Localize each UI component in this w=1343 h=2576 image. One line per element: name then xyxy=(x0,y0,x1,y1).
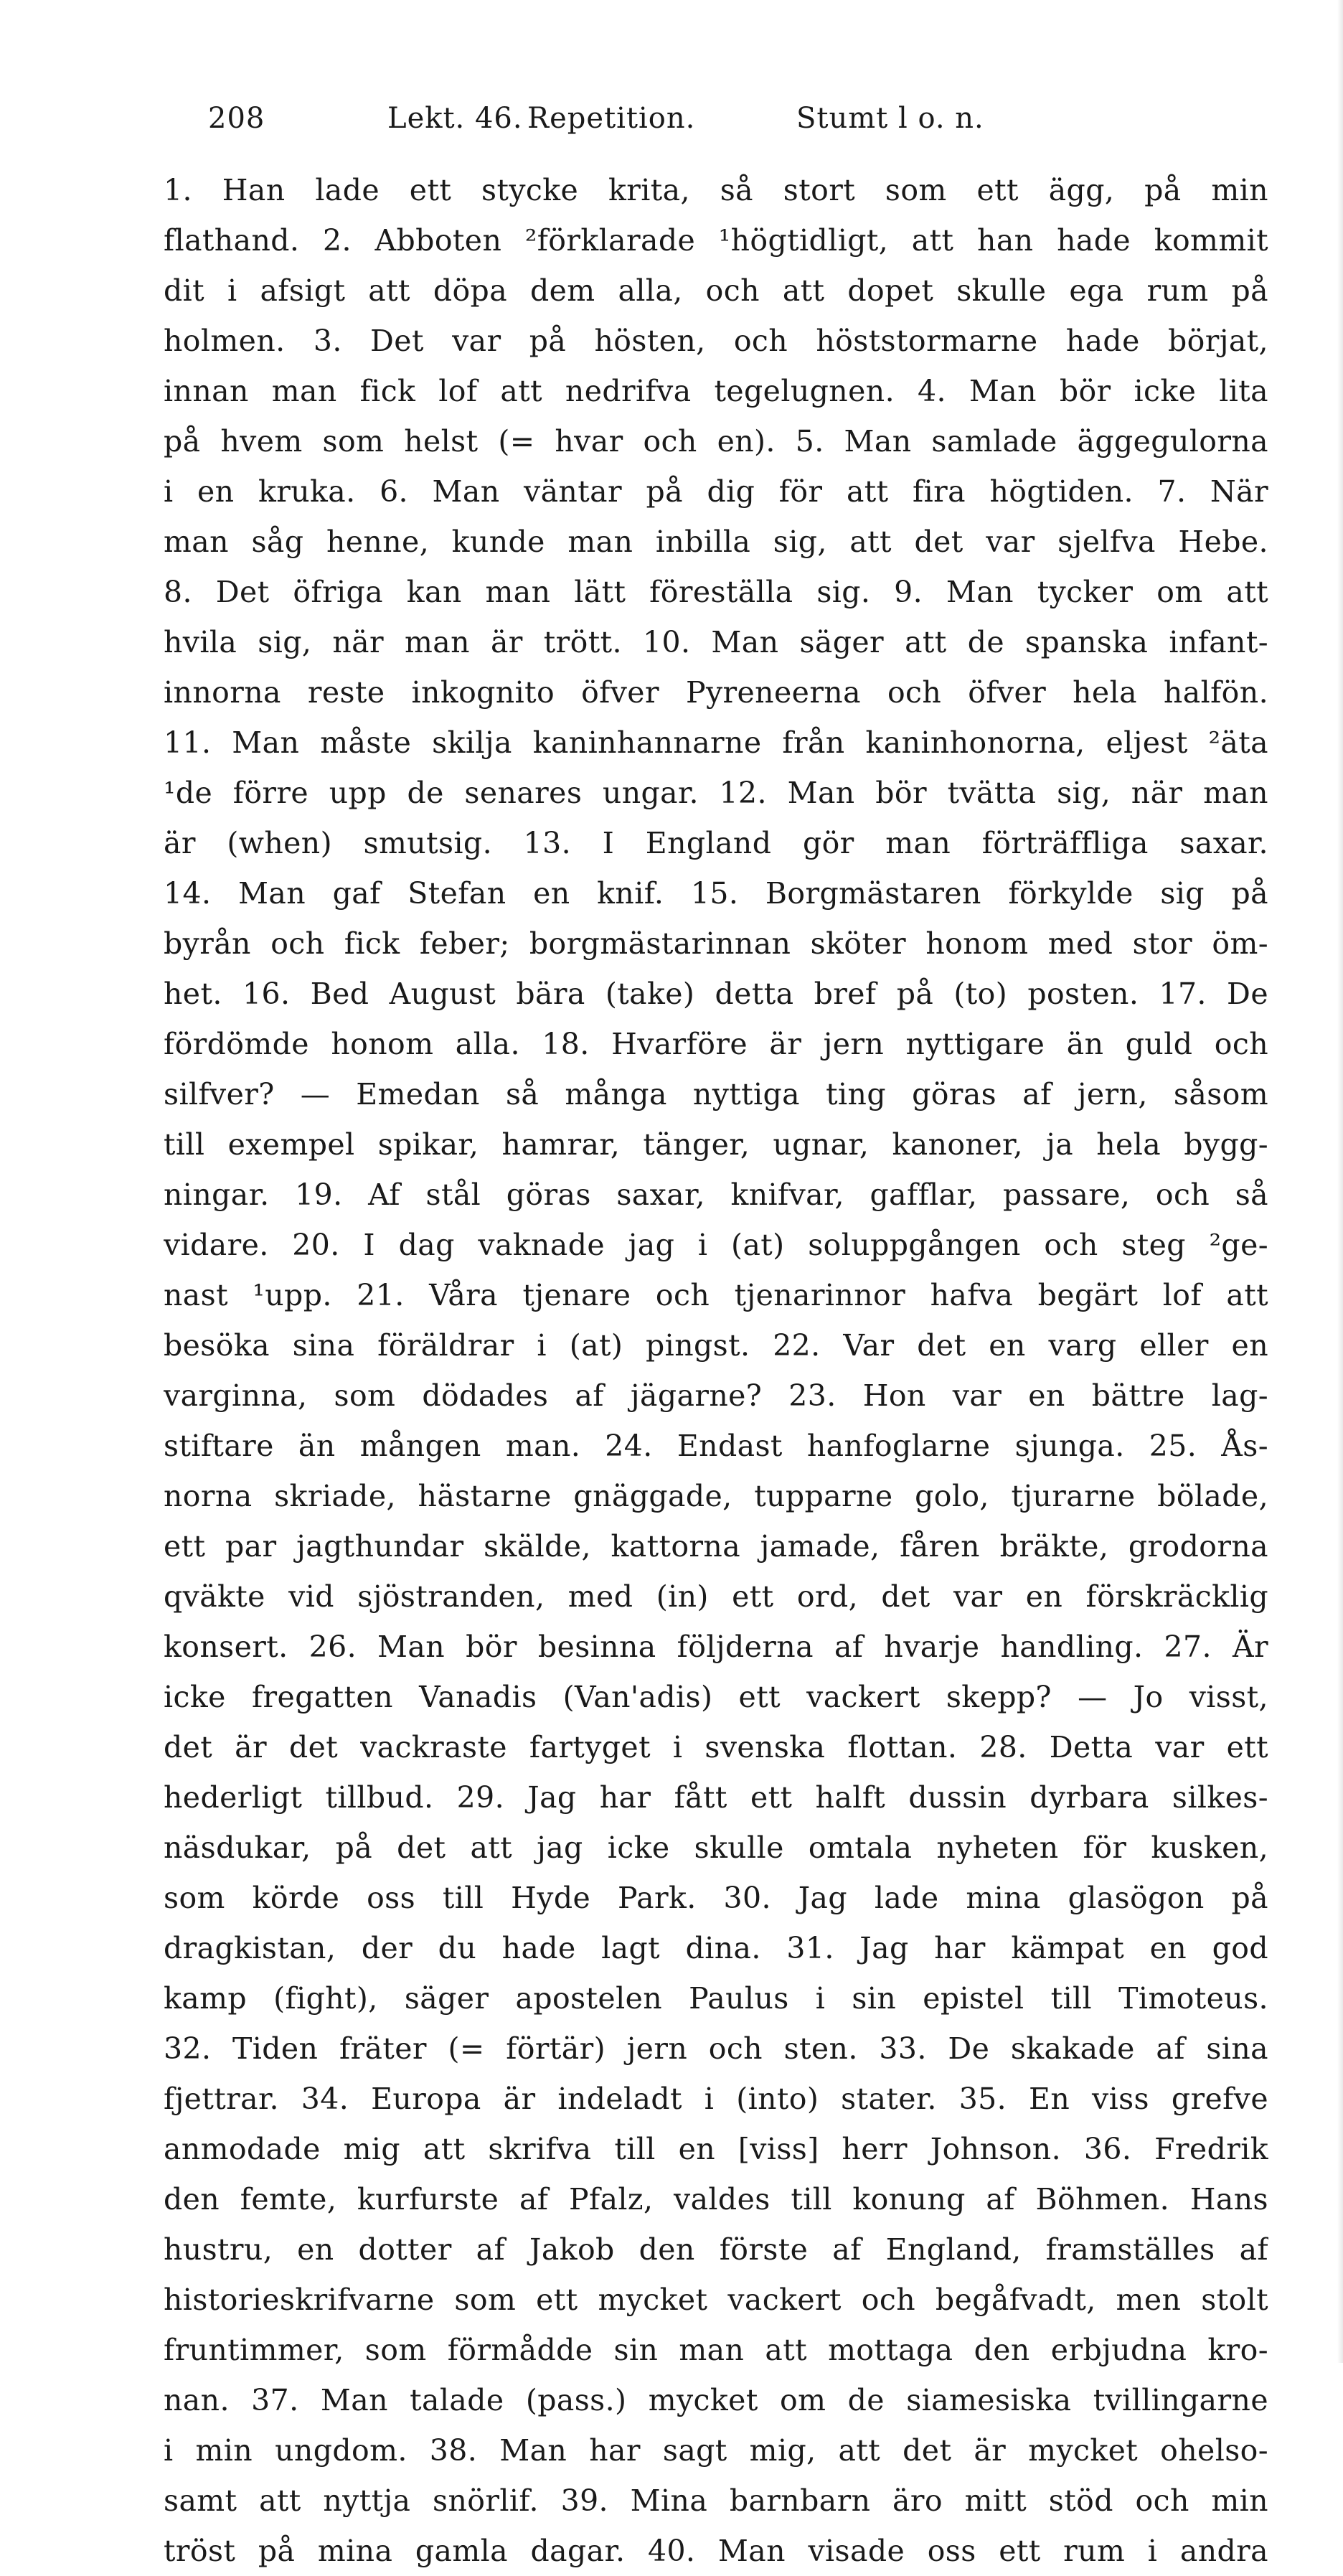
running-header xyxy=(208,102,1069,145)
text-line: tröst på mina gamla dagar. 40. Man visade oss ett rum i andra xyxy=(164,2534,1268,2568)
text-line: varginna, som dödades af jägarne? 23. Hon var en bättre lag- xyxy=(164,1378,1268,1413)
text-line: stiftare än mången man. 24. Endast hanfoglarne sjunga. 25. Ås- xyxy=(164,1429,1268,1463)
text-line: på hvem som helst (= hvar och en). 5. Man samlade äggegulorna xyxy=(164,424,1268,459)
text-line: 11. Man måste skilja kaninhannarne från kaninhonorna, eljest ²äta xyxy=(164,725,1268,760)
lesson-label: Lekt. 46. xyxy=(387,102,523,135)
text-line: samt att nyttja snörlif. 39. Mina barnbarn äro mitt stöd och min xyxy=(164,2483,1268,2518)
text-line: hvila sig, när man är trött. 10. Man säger att de spanska infant- xyxy=(164,625,1268,659)
text-line: konsert. 26. Man bör besinna följderna af hvarje handling. 27. Är xyxy=(164,1630,1268,1664)
text-line: norna skriade, hästarne gnäggade, tupparne golo, tjurarne bölade, xyxy=(164,1479,1268,1513)
text-line: kamp (fight), säger apostelen Paulus i sin epistel till Timoteus. xyxy=(164,1981,1268,2016)
text-line: 1. Han lade ett stycke krita, så stort som ett ägg, på min xyxy=(164,173,1268,207)
text-line: vidare. 20. I dag vaknade jag i (at) soluppgången och steg ²ge- xyxy=(164,1228,1268,1262)
section-label: Repetition. xyxy=(527,102,696,135)
text-line: byrån och fick feber; borgmästarinnan sköter honom med stor öm- xyxy=(164,926,1268,961)
text-line: dit i afsigt att döpa dem alla, och att dopet skulle ega rum på xyxy=(164,273,1268,308)
text-line: anmodade mig att skrifva till en [viss] herr Johnson. 36. Fredrik xyxy=(164,2132,1268,2166)
text-line: 14. Man gaf Stefan en knif. 15. Borgmästaren förkylde sig på xyxy=(164,876,1268,911)
text-line: näsdukar, på det att jag icke skulle omtala nyheten för kusken, xyxy=(164,1830,1268,1865)
text-line: hustru, en dotter af Jakob den förste af England, framställes af xyxy=(164,2232,1268,2267)
text-line: icke fregatten Vanadis (Van'adis) ett vackert skepp? — Jo visst, xyxy=(164,1680,1268,1714)
text-line: fjettrar. 34. Europa är indeladt i (into) stater. 35. En viss grefve xyxy=(164,2082,1268,2116)
text-line: besöka sina föräldrar i (at) pingst. 22. Var det en varg eller en xyxy=(164,1328,1268,1363)
text-line: den femte, kurfurste af Pfalz, valdes till konung af Böhmen. Hans xyxy=(164,2182,1268,2217)
text-line: ningar. 19. Af stål göras saxar, knifvar, gafflar, passare, och så xyxy=(164,1177,1268,1212)
text-line: dragkistan, der du hade lagt dina. 31. Jag har kämpat en god xyxy=(164,1931,1268,1965)
page-number: 208 xyxy=(208,102,265,135)
text-line: innan man fick lof att nedrifva tegelugnen. 4. Man bör icke lita xyxy=(164,374,1268,408)
text-line: i min ungdom. 38. Man har sagt mig, att det är mycket ohelso- xyxy=(164,2433,1268,2468)
text-line: är (when) smutsig. 13. I England gör man förträffliga saxar. xyxy=(164,826,1268,860)
text-line: fördömde honom alla. 18. Hvarföre är jern nyttigare än guld och xyxy=(164,1027,1268,1061)
text-line: hederligt tillbud. 29. Jag har fått ett halft dussin dyrbara silkes- xyxy=(164,1780,1268,1815)
text-line: fruntimmer, som förmådde sin man att mottaga den erbjudna kro- xyxy=(164,2333,1268,2367)
scan-edge-shadow xyxy=(1337,0,1343,2363)
text-line: man såg henne, kunde man inbilla sig, att det var sjelfva Hebe. xyxy=(164,525,1268,559)
text-line: i en kruka. 6. Man väntar på dig för att fira högtiden. 7. När xyxy=(164,474,1268,509)
text-line: 32. Tiden fräter (= förtär) jern och sten. 33. De skakade af sina xyxy=(164,2031,1268,2066)
text-line: nan. 37. Man talade (pass.) mycket om de siamesiska tvillingarne xyxy=(164,2383,1268,2417)
exercise-text xyxy=(164,165,1268,2576)
text-line: ett par jagthundar skälde, kattorna jamade, fåren bräkte, grodorna xyxy=(164,1529,1268,1564)
text-line: silfver? — Emedan så många nyttiga ting göras af jern, såsom xyxy=(164,1077,1268,1111)
topic-label: Stumt l o. n. xyxy=(796,102,984,135)
text-line: het. 16. Bed August bära (take) detta bref på (to) posten. 17. De xyxy=(164,977,1268,1011)
text-line: det är det vackraste fartyget i svenska flottan. 28. Detta var ett xyxy=(164,1730,1268,1764)
text-line: 8. Det öfriga kan man lätt föreställa sig. 9. Man tycker om att xyxy=(164,575,1268,609)
text-line: som körde oss till Hyde Park. 30. Jag lade mina glasögon på xyxy=(164,1881,1268,1915)
text-line: innorna reste inkognito öfver Pyreneerna och öfver hela halfön. xyxy=(164,675,1268,710)
text-line: qväkte vid sjöstranden, med (in) ett ord, det var en förskräcklig xyxy=(164,1579,1268,1614)
text-line: historieskrifvarne som ett mycket vackert och begåfvadt, men stolt xyxy=(164,2283,1268,2317)
text-line: ¹de förre upp de senares ungar. 12. Man bör tvätta sig, när man xyxy=(164,776,1268,810)
text-line: till exempel spikar, hamrar, tänger, ugnar, kanoner, ja hela bygg- xyxy=(164,1127,1268,1162)
text-line: holmen. 3. Det var på hösten, och höststormarne hade börjat, xyxy=(164,324,1268,358)
text-line: nast ¹upp. 21. Våra tjenare och tjenarinnor hafva begärt lof att xyxy=(164,1278,1268,1312)
text-line: flathand. 2. Abboten ²förklarade ¹högtidligt, att han hade kommit xyxy=(164,223,1268,258)
